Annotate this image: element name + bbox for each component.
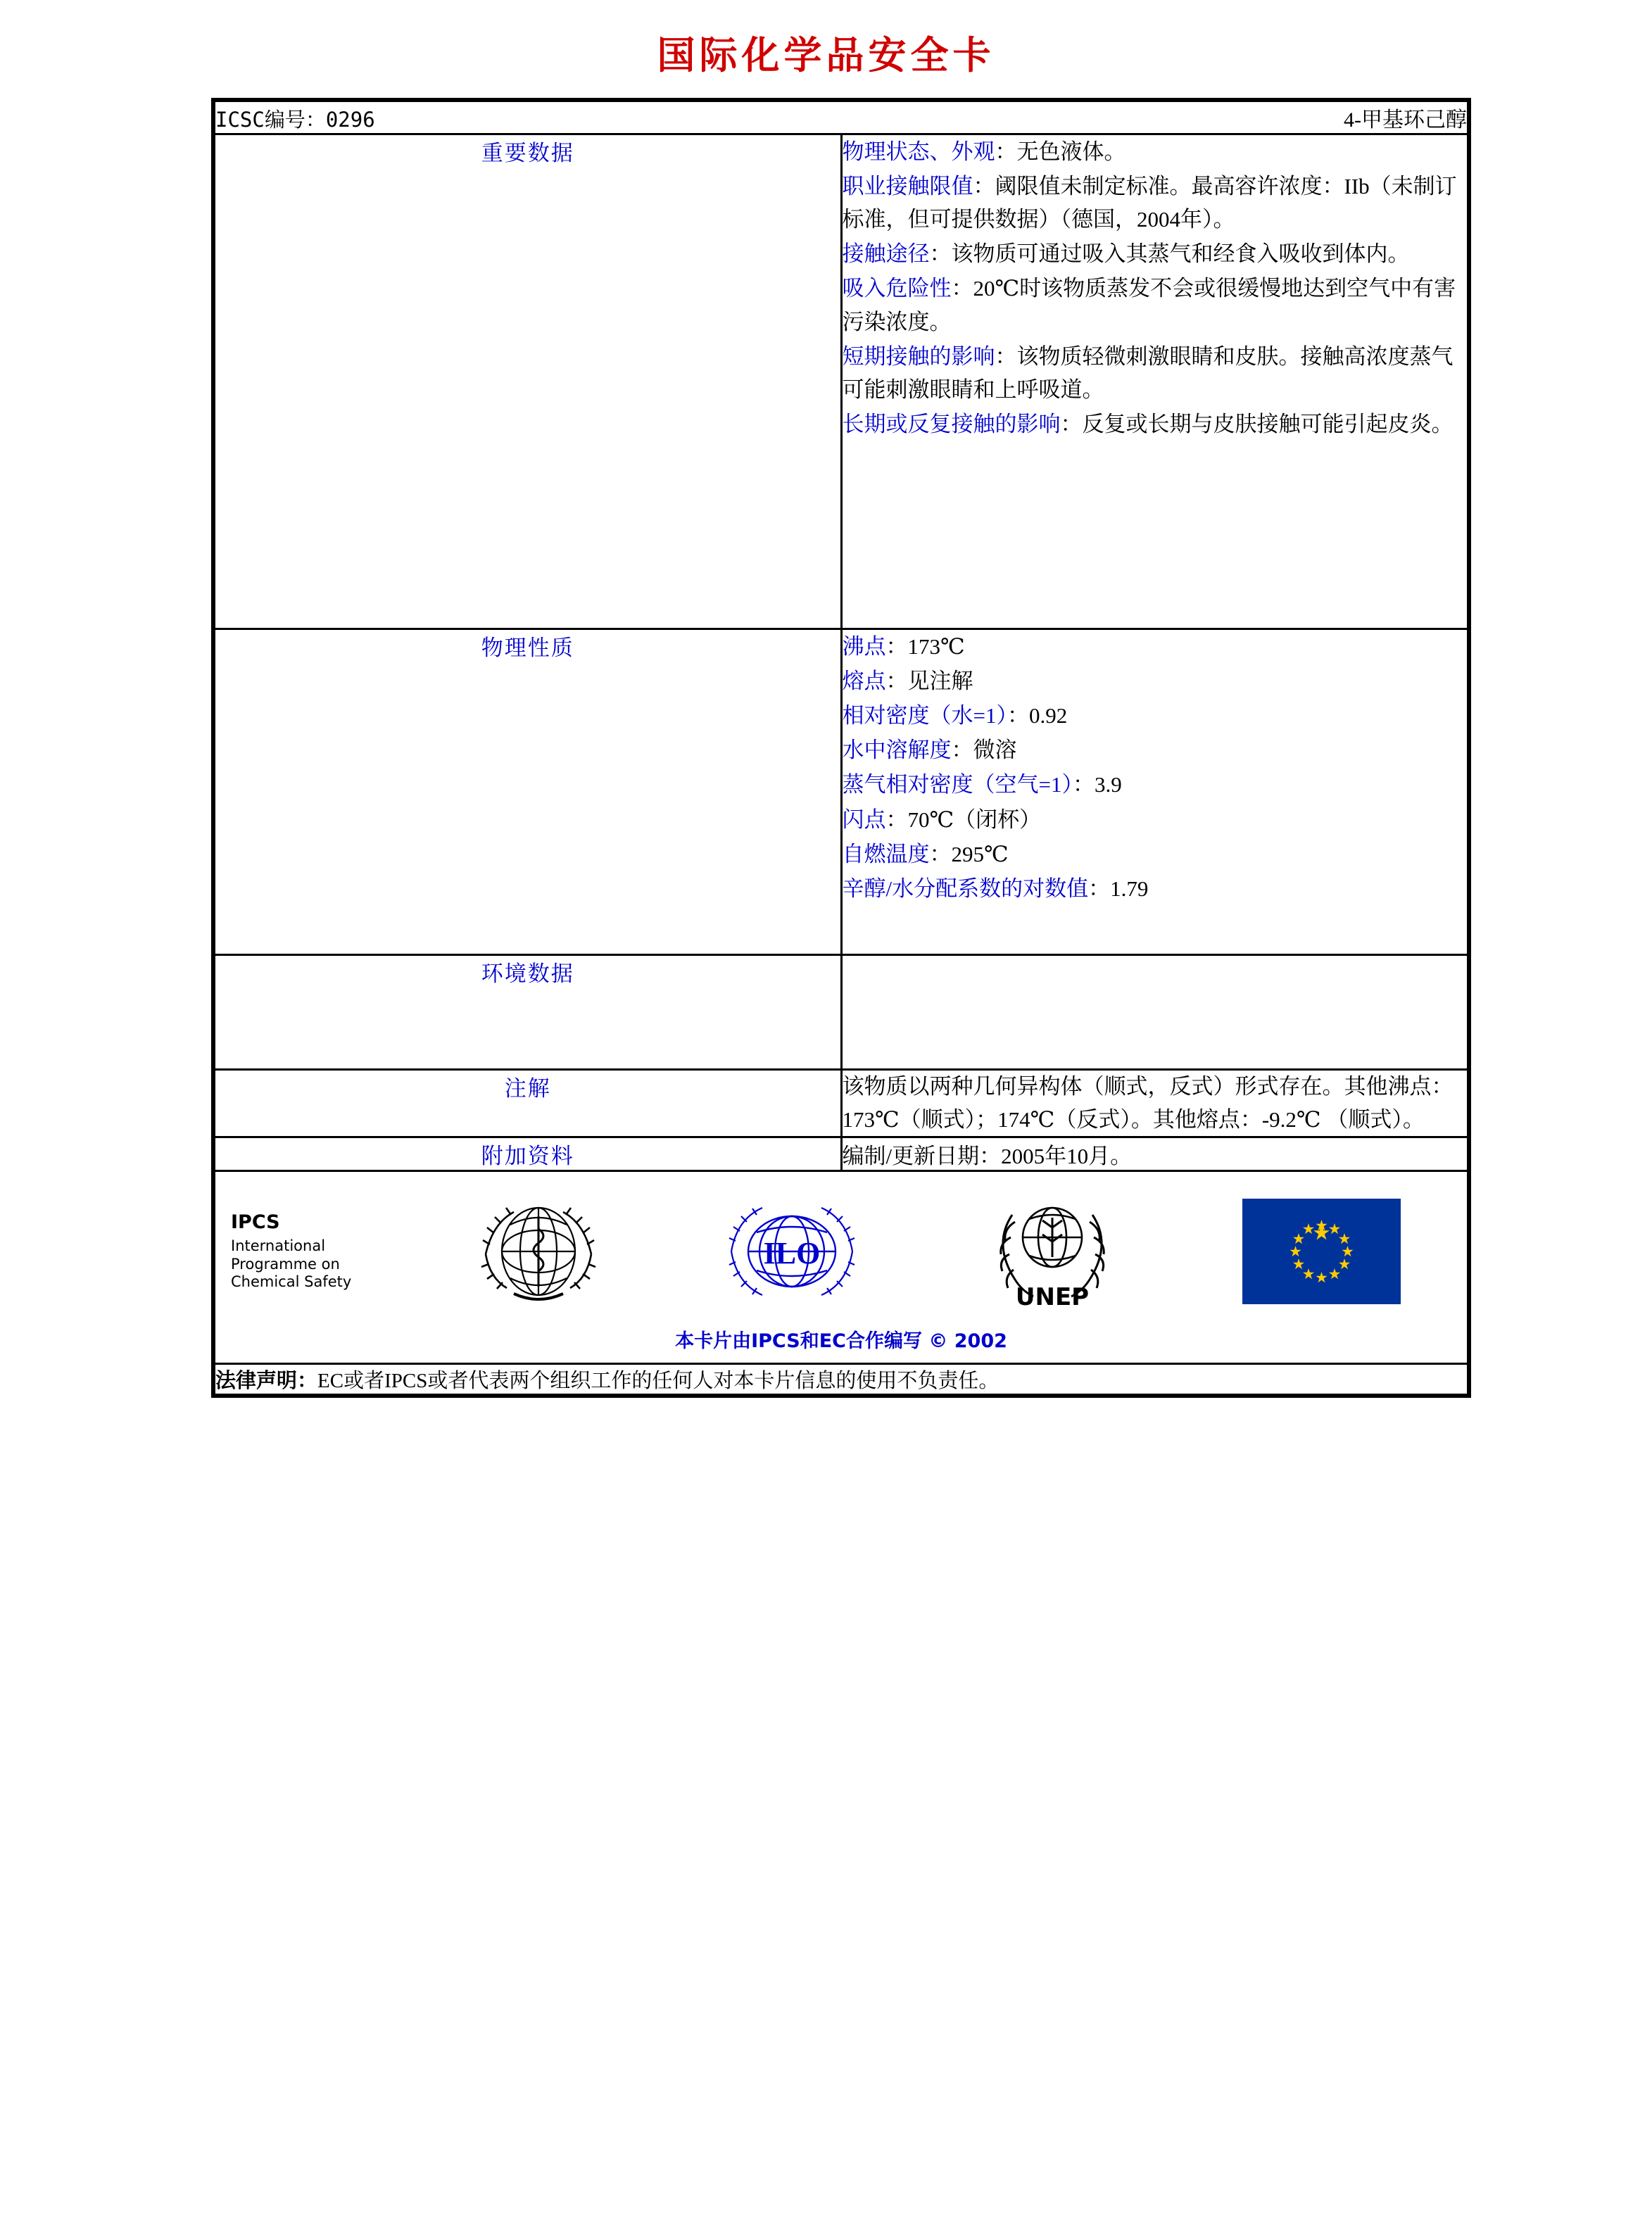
value: ：173℃ bbox=[885, 634, 965, 659]
section-content-notes: 该物质以两种几何异构体（顺式，反式）形式存在。其他沸点：173℃（顺式）；174℃（反式）。其他熔点：-9.2℃ （顺式）。 bbox=[841, 1070, 1468, 1137]
value: ：该物质轻微刺激眼睛和皮肤。接触高浓度蒸气可能刺激眼睛和上呼吸道。 bbox=[842, 343, 1454, 402]
term: 职业接触限值 bbox=[842, 174, 973, 199]
data-item bbox=[843, 838, 1468, 871]
section-label-additional-info: 附加资料 bbox=[215, 1137, 842, 1171]
term: 长期或反复接触的影响 bbox=[842, 411, 1061, 436]
icsc-card bbox=[211, 98, 1471, 1398]
section-content-environmental-data bbox=[841, 955, 1468, 1070]
section-content-additional-info: 编制/更新日期：2005年10月。 bbox=[841, 1137, 1468, 1171]
value: ：阈限值未制定标准。最高容许浓度：IIb（未制订标准，但可提供数据）（德国，2004年）。 bbox=[842, 174, 1457, 232]
data-item bbox=[843, 237, 1468, 270]
ipcs-line-3: Chemical Safety bbox=[231, 1273, 352, 1291]
data-item bbox=[843, 768, 1468, 801]
value: ：295℃ bbox=[929, 841, 1009, 866]
card-header-row bbox=[215, 101, 1468, 134]
environmental-data-row bbox=[215, 955, 1468, 1070]
ipcs-line-2: Programme on bbox=[231, 1255, 340, 1273]
value: ：20℃时该物质蒸发不会或很缓慢地达到空气中有害污染浓度。 bbox=[842, 276, 1456, 334]
footer-logos-cell bbox=[215, 1171, 1468, 1364]
ilo-logo bbox=[721, 1199, 862, 1304]
section-label-important-data: 重要数据 bbox=[215, 134, 842, 629]
data-item bbox=[843, 872, 1468, 905]
page-bottom-space bbox=[0, 1398, 1652, 2017]
term: 蒸气相对密度（空气=1） bbox=[842, 772, 1073, 797]
card-header-cell bbox=[215, 101, 1468, 134]
value: ：微溶 bbox=[951, 738, 1017, 763]
data-item bbox=[843, 135, 1468, 168]
unep-label: UNEP bbox=[1015, 1282, 1089, 1310]
data-item bbox=[843, 803, 1468, 836]
legal-label: 法律声明： bbox=[215, 1370, 318, 1392]
section-content-physical-properties bbox=[841, 629, 1468, 955]
svg-text:ILO: ILO bbox=[763, 1236, 821, 1270]
section-label-environmental-data: 环境数据 bbox=[215, 955, 842, 1070]
section-label-notes: 注解 bbox=[215, 1070, 842, 1137]
term: 辛醇/水分配系数的对数值 bbox=[842, 876, 1089, 901]
additional-info-row bbox=[215, 1137, 1468, 1171]
data-item bbox=[843, 340, 1468, 406]
card-table bbox=[213, 100, 1469, 1396]
term: 熔点 bbox=[842, 669, 886, 694]
term: 沸点 bbox=[842, 634, 886, 659]
value: ：0.92 bbox=[1007, 703, 1068, 728]
organization-logos bbox=[421, 1194, 1451, 1310]
page-title: 国际化学品安全卡 bbox=[657, 33, 995, 77]
term: 相对密度（水=1） bbox=[842, 703, 1007, 728]
ipcs-line-1: International bbox=[231, 1237, 326, 1255]
ipcs-abbreviation: IPCS bbox=[231, 1211, 280, 1234]
data-item bbox=[843, 699, 1468, 732]
data-item bbox=[843, 733, 1468, 766]
legal-row bbox=[215, 1364, 1468, 1395]
value: ：见注解 bbox=[885, 669, 973, 694]
term: 自燃温度 bbox=[842, 841, 930, 866]
ipcs-ec-credit: 本卡片由IPCS和EC合作编写 © 2002 bbox=[675, 1330, 1007, 1352]
important-data-row bbox=[215, 134, 1468, 629]
data-item bbox=[843, 408, 1468, 441]
value: ：70℃（闭杯） bbox=[885, 807, 1042, 832]
unep-logo bbox=[978, 1194, 1126, 1310]
term: 闪点 bbox=[842, 807, 886, 832]
footer-logos-row bbox=[215, 1171, 1468, 1364]
icsc-number: ICSC编号：0296 bbox=[215, 108, 375, 132]
term: 短期接触的影响 bbox=[842, 343, 995, 369]
data-item bbox=[843, 630, 1468, 663]
section-label-physical-properties: 物理性质 bbox=[215, 629, 842, 955]
term: 接触途径 bbox=[842, 241, 930, 267]
legal-notice bbox=[215, 1364, 1468, 1395]
eu-flag bbox=[1242, 1199, 1401, 1304]
data-item bbox=[843, 170, 1468, 236]
value: ：1.79 bbox=[1088, 876, 1149, 901]
who-logo bbox=[472, 1195, 605, 1308]
value: ：3.9 bbox=[1072, 772, 1122, 797]
value: ：无色液体。 bbox=[995, 139, 1126, 164]
value: ：该物质可通过吸入其蒸气和经食入吸收到体内。 bbox=[929, 241, 1410, 267]
legal-text: EC或者IPCS或者代表两个组织工作的任何人对本卡片信息的使用不负责任。 bbox=[317, 1370, 1000, 1392]
substance-name: 4-甲基环己醇 bbox=[1344, 108, 1467, 132]
physical-properties-row bbox=[215, 629, 1468, 955]
term: 吸入危险性 bbox=[842, 276, 952, 301]
section-content-important-data bbox=[841, 134, 1468, 629]
ipcs-text-block bbox=[231, 1211, 421, 1292]
notes-row bbox=[215, 1070, 1468, 1137]
term: 物理状态、外观 bbox=[842, 139, 995, 164]
data-item bbox=[843, 272, 1468, 338]
data-item bbox=[843, 664, 1468, 698]
term: 水中溶解度 bbox=[842, 738, 952, 763]
value: ：反复或长期与皮肤接触可能引起皮炎。 bbox=[1060, 411, 1454, 436]
